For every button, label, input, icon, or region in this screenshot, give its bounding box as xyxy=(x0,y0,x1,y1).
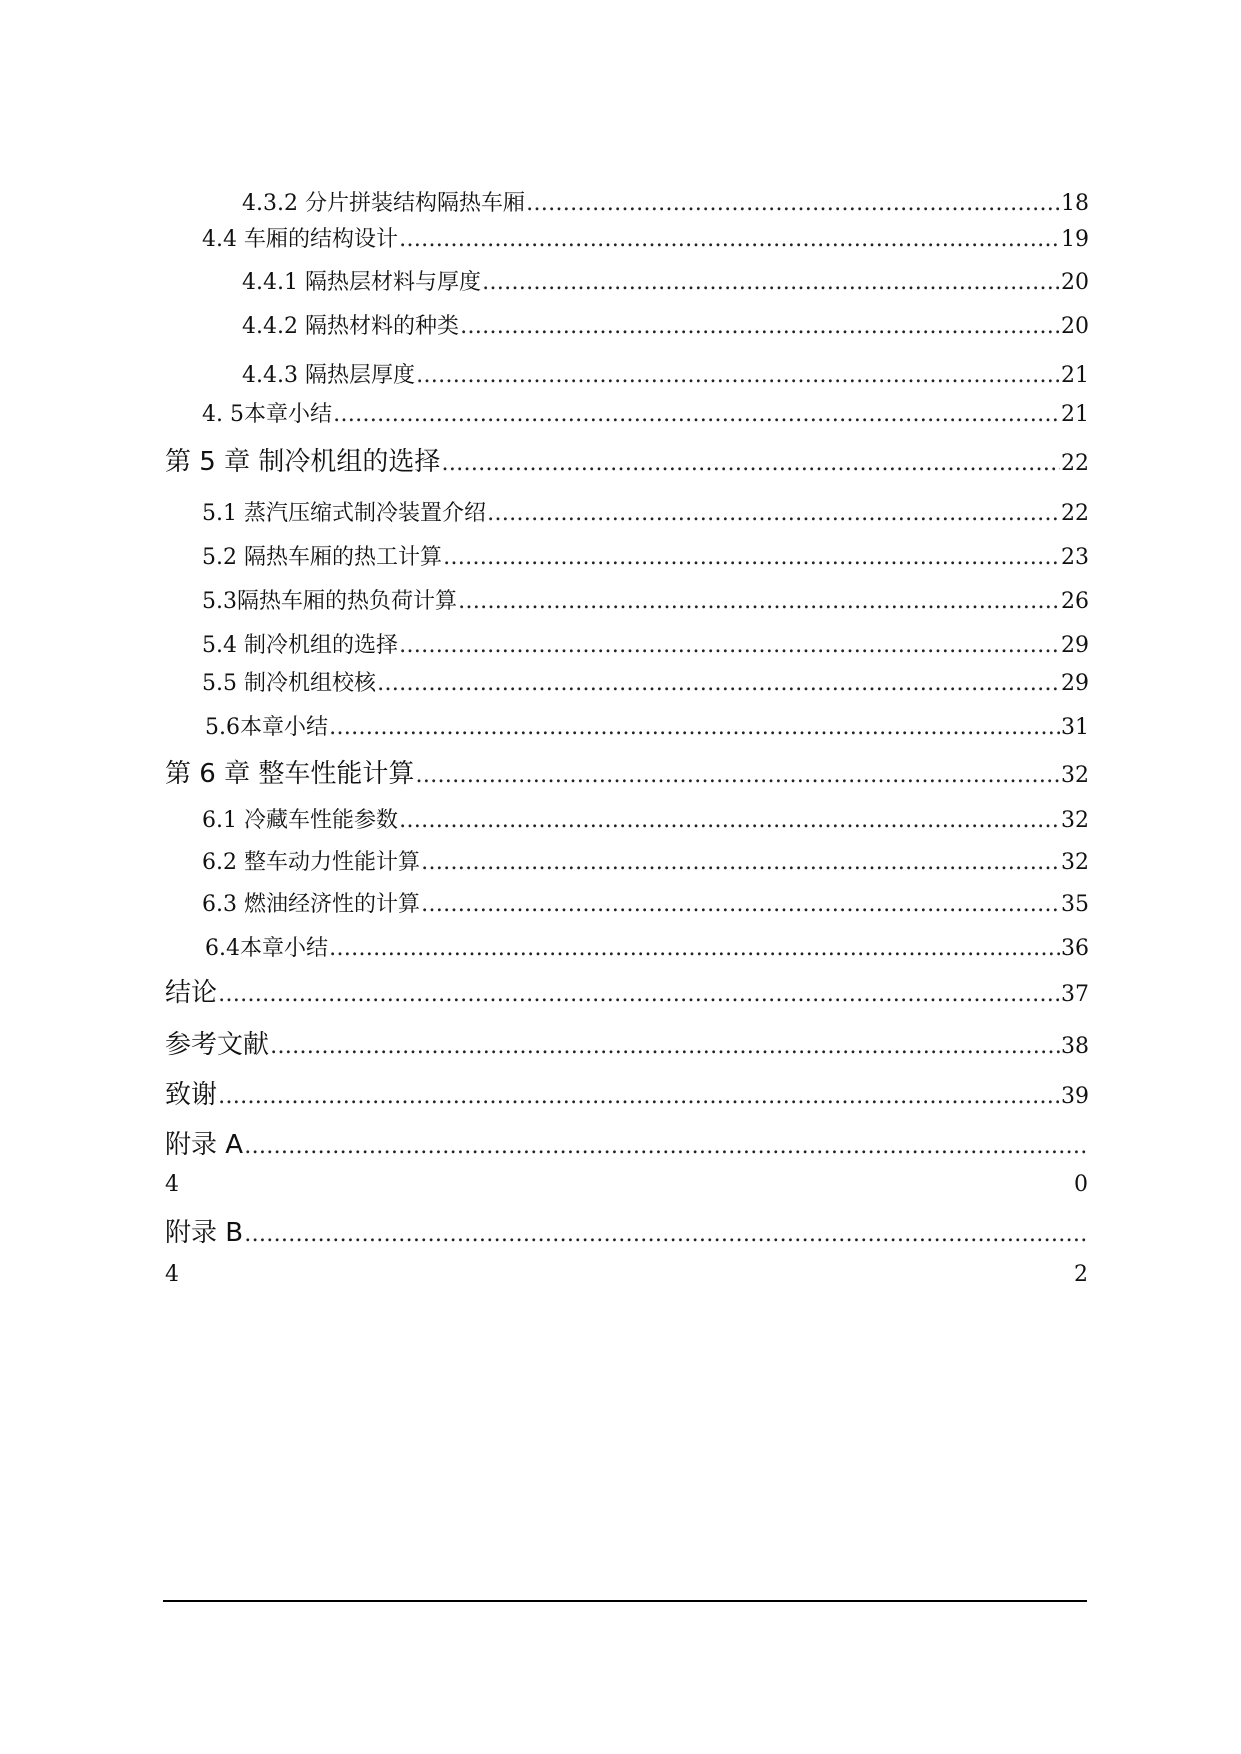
wrapped-page-number-left: 4 xyxy=(165,1172,179,1197)
toc-entry-label: 5.1 蒸汽压缩式制冷装置介绍 xyxy=(202,501,486,526)
dot-leader xyxy=(270,1034,1060,1059)
toc-entry[interactable] xyxy=(202,540,1089,571)
toc-entry-label: 6.2 整车动力性能计算 xyxy=(202,850,420,875)
toc-entry[interactable] xyxy=(202,397,1089,428)
toc-entry-label: 第 6 章 整车性能计算 xyxy=(165,759,415,789)
toc-entry-page: 35 xyxy=(1061,892,1089,917)
toc-entry-label: 5.4 制冷机组的选择 xyxy=(202,633,398,658)
wrapped-page-number-right: 0 xyxy=(1074,1172,1088,1197)
wrapped-page-number-left: 4 xyxy=(165,1262,179,1287)
toc-entry[interactable] xyxy=(205,710,1089,741)
toc-entry-page: 38 xyxy=(1061,1034,1089,1059)
dot-leader xyxy=(329,715,1060,740)
toc-entry[interactable] xyxy=(242,186,1089,217)
toc-entry-label: 参考文献 xyxy=(165,1030,270,1060)
toc-chapter-entry[interactable] xyxy=(165,753,1089,790)
dot-leader xyxy=(487,501,1060,526)
toc-chapter-entry[interactable] xyxy=(165,1074,1089,1111)
dot-leader xyxy=(399,808,1060,833)
toc-entry-page: 29 xyxy=(1061,671,1089,696)
toc-entry[interactable] xyxy=(202,666,1089,697)
dot-leader xyxy=(399,227,1060,252)
toc-entry-page: 26 xyxy=(1061,589,1089,614)
dot-leader xyxy=(244,1134,1088,1159)
toc-entry-label: 附录 B xyxy=(165,1218,244,1248)
dot-leader xyxy=(443,545,1060,570)
toc-chapter-entry[interactable] xyxy=(165,1212,1089,1249)
dot-leader xyxy=(460,314,1060,339)
dot-leader xyxy=(482,270,1060,295)
toc-entry-page: 29 xyxy=(1061,633,1089,658)
toc-entry-label: 4.4 车厢的结构设计 xyxy=(202,227,398,252)
toc-entry[interactable] xyxy=(202,628,1089,659)
dot-leader xyxy=(333,402,1060,427)
toc-chapter-entry[interactable] xyxy=(165,1024,1089,1061)
toc-entry-label: 附录 A xyxy=(165,1130,244,1160)
toc-entry-label: 4.4.1 隔热层材料与厚度 xyxy=(242,270,481,295)
toc-entry-label: 第 5 章 制冷机组的选择 xyxy=(165,447,441,477)
toc-entry[interactable] xyxy=(242,265,1089,296)
toc-entry-page: 19 xyxy=(1061,227,1089,252)
toc-entry[interactable] xyxy=(202,845,1089,876)
toc-entry[interactable] xyxy=(202,803,1089,834)
toc-entry-label: 结论 xyxy=(165,978,218,1008)
toc-entry[interactable] xyxy=(202,222,1089,253)
toc-chapter-entry[interactable] xyxy=(165,972,1089,1009)
toc-entry-label: 6.3 燃油经济性的计算 xyxy=(202,892,420,917)
toc-entry-page: 20 xyxy=(1061,270,1089,295)
toc-entry-label: 5.6本章小结 xyxy=(205,715,328,740)
toc-entry-label: 5.3隔热车厢的热负荷计算 xyxy=(202,589,457,614)
toc-entry-page: 39 xyxy=(1061,1084,1089,1109)
dot-leader xyxy=(421,850,1060,875)
toc-entry-label: 4. 5本章小结 xyxy=(202,402,332,427)
toc-entry-page: 21 xyxy=(1061,402,1089,427)
dot-leader xyxy=(244,1222,1088,1247)
toc-chapter-entry[interactable] xyxy=(165,1124,1089,1161)
toc-entry[interactable] xyxy=(205,931,1089,962)
dot-leader xyxy=(218,982,1060,1007)
toc-entry-label: 4.4.3 隔热层厚度 xyxy=(242,363,415,388)
dot-leader xyxy=(399,633,1060,658)
dot-leader xyxy=(416,363,1060,388)
dot-leader xyxy=(415,763,1060,788)
toc-entry-label: 6.1 冷藏车性能参数 xyxy=(202,808,398,833)
toc-chapter-entry[interactable] xyxy=(165,441,1089,478)
dot-leader xyxy=(441,451,1060,476)
dot-leader xyxy=(526,191,1060,216)
toc-entry-page: 20 xyxy=(1061,314,1089,339)
toc-entry-page: 32 xyxy=(1061,763,1089,788)
dot-leader xyxy=(458,589,1060,614)
toc-entry-label: 4.4.2 隔热材料的种类 xyxy=(242,314,459,339)
toc-entry[interactable] xyxy=(202,496,1089,527)
toc-entry-label: 致谢 xyxy=(165,1080,218,1110)
toc-entry-page: 22 xyxy=(1061,451,1089,476)
footer-rule xyxy=(163,1600,1087,1602)
dot-leader xyxy=(218,1084,1060,1109)
toc-entry-page: 22 xyxy=(1061,501,1089,526)
toc-entry-page: 21 xyxy=(1061,363,1089,388)
toc-entry-label: 5.5 制冷机组校核 xyxy=(202,671,376,696)
toc-entry-page: 32 xyxy=(1061,808,1089,833)
toc-entry[interactable] xyxy=(202,887,1089,918)
toc-entry-page: 23 xyxy=(1061,545,1089,570)
toc-entry-page: 36 xyxy=(1061,936,1089,961)
toc-entry-label: 6.4本章小结 xyxy=(205,936,328,961)
toc-entry-label: 5.2 隔热车厢的热工计算 xyxy=(202,545,442,570)
toc-entry-page: 18 xyxy=(1061,191,1089,216)
dot-leader xyxy=(377,671,1060,696)
dot-leader xyxy=(329,936,1060,961)
wrapped-page-number-right: 2 xyxy=(1074,1262,1088,1287)
toc-entry[interactable] xyxy=(202,584,1089,615)
dot-leader xyxy=(421,892,1060,917)
toc-entry[interactable] xyxy=(242,309,1089,340)
toc-entry-label: 4.3.2 分片拼装结构隔热车厢 xyxy=(242,191,525,216)
toc-entry-page: 37 xyxy=(1061,982,1089,1007)
toc-entry-page: 32 xyxy=(1061,850,1089,875)
toc-entry[interactable] xyxy=(242,358,1089,389)
toc-entry-page: 31 xyxy=(1061,715,1089,740)
